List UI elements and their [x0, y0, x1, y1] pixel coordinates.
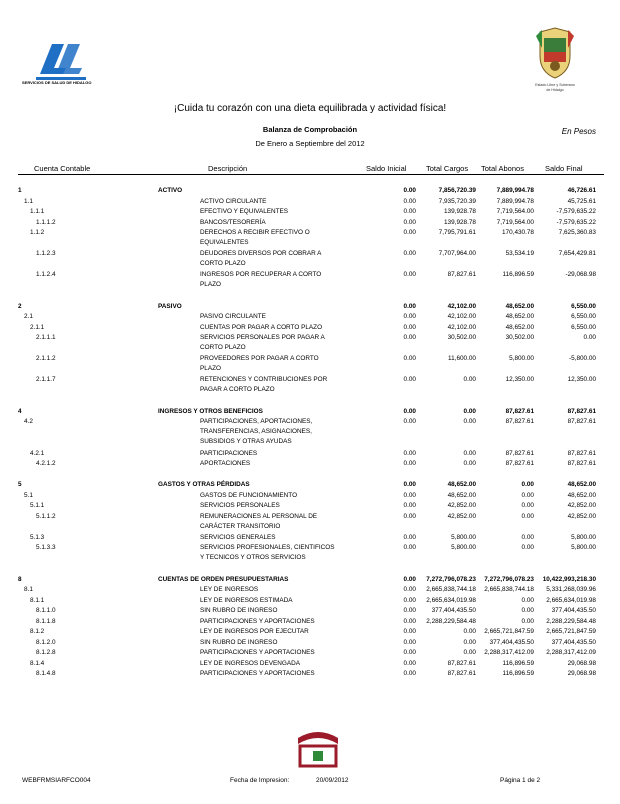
saldo-final: 42,852.00 [567, 512, 596, 520]
account-description [200, 491, 350, 501]
saldo-final: 48,652.00 [567, 481, 596, 488]
account-description [200, 333, 350, 353]
account-description [200, 617, 350, 627]
total-abonos: 0.00 [521, 544, 534, 551]
description-line: APORTACIONES [200, 460, 251, 467]
total-cargos: 7,856,720.39 [438, 187, 476, 194]
total-abonos: 0.00 [521, 533, 534, 541]
saldo-inicial: 0.00 [403, 659, 416, 667]
account-description [200, 417, 350, 447]
saldo-final: 45,725.61 [567, 197, 596, 205]
saldo-inicial: 0.00 [403, 460, 416, 467]
description-line: SIN RUBRO DE INGRESO [200, 607, 278, 614]
saldo-inicial: 0.00 [403, 607, 416, 614]
total-cargos: 42,852.00 [447, 512, 476, 520]
total-abonos: 170,430.78 [502, 229, 534, 236]
total-cargos: 7,795,791.61 [438, 229, 476, 236]
saldo-inicial: 0.00 [403, 334, 416, 341]
description-line: CUENTAS POR PAGAR A CORTO PLAZO [200, 323, 323, 331]
description-line: CORTO PLAZO [200, 260, 246, 267]
saldo-final: 5,800.00 [571, 544, 596, 551]
total-cargos: 87,827.61 [447, 271, 476, 278]
total-abonos: 7,889,994.78 [496, 197, 534, 205]
account-code: 2.1 [24, 313, 33, 320]
account-description [200, 459, 350, 469]
total-cargos: 87,827.61 [447, 670, 476, 677]
total-cargos: 5,800.00 [451, 533, 476, 541]
saldo-final: 2,665,721,847.59 [546, 628, 596, 635]
account-description [200, 228, 350, 248]
saldo-inicial: 0.00 [403, 481, 416, 488]
description-line: PAGAR A CORTO PLAZO [200, 386, 275, 393]
saldo-final: 29,068.98 [567, 659, 596, 667]
total-cargos: 0.00 [463, 628, 476, 635]
saldo-inicial: 0.00 [403, 313, 416, 320]
total-cargos: 5,800.00 [451, 544, 476, 551]
description-line: ACTIVO CIRCULANTE [200, 197, 267, 205]
account-description [158, 480, 378, 490]
account-code: 1.1.1.2 [36, 218, 56, 226]
saldo-final: 2,288,317,412.09 [546, 649, 596, 656]
saldo-inicial: 0.00 [403, 187, 416, 194]
description-line: EQUIVALENTES [200, 239, 249, 246]
account-code: 1 [18, 187, 22, 194]
saldo-inicial: 0.00 [403, 449, 416, 457]
total-abonos: 53,534.19 [505, 250, 534, 257]
saldo-final: -7,579,635.22 [556, 208, 596, 215]
account-code: 8.1.1.0 [36, 607, 56, 614]
saldo-final: 87,827.61 [567, 407, 596, 415]
description-line: SERVICIOS PROFESIONALES, CIENTIFICOS [200, 544, 335, 551]
saldo-final: 7,654,429.81 [558, 250, 596, 257]
total-abonos: 7,719,564.00 [496, 208, 534, 215]
account-description [200, 270, 350, 290]
saldo-final: 2,288,229,584.48 [546, 617, 596, 625]
description-line: PASIVO CIRCULANTE [200, 313, 266, 320]
description-line: PARTICIPACIONES Y APORTACIONES [200, 670, 315, 677]
saldo-inicial: 0.00 [403, 586, 416, 593]
description-line: SERVICIOS GENERALES [200, 533, 276, 541]
account-description [200, 501, 350, 511]
saldo-final: 87,827.61 [567, 449, 596, 457]
total-abonos: 0.00 [521, 502, 534, 509]
total-cargos: 377,404,435.50 [431, 607, 476, 614]
account-code: 8.1.1 [30, 596, 45, 604]
account-description [158, 186, 378, 196]
total-cargos: 7,707,964.00 [438, 250, 476, 257]
account-code: 5 [18, 481, 22, 488]
account-code: 1.1.1 [30, 208, 45, 215]
total-cargos: 0.00 [463, 460, 476, 467]
currency-label: En Pesos [561, 127, 596, 136]
total-abonos: 0.00 [521, 607, 534, 614]
saldo-final: 377,404,435.50 [551, 638, 596, 646]
saldo-inicial: 0.00 [403, 418, 416, 425]
account-code: 2.1.1.7 [36, 376, 56, 383]
total-abonos: 116,896.59 [502, 659, 534, 667]
account-code: 8 [18, 575, 22, 583]
description-line: PARTICIPACIONES, APORTACIONES, [200, 418, 313, 425]
saldo-inicial: 0.00 [403, 218, 416, 226]
ssh-logo-icon [30, 34, 92, 86]
total-cargos: 0.00 [463, 407, 476, 415]
account-code: 1.1 [24, 197, 33, 205]
account-description [200, 218, 350, 228]
account-code: 4 [18, 407, 22, 415]
description-line: INGRESOS POR RECUPERAR A CORTO [200, 271, 322, 278]
total-abonos: 7,889,994.78 [496, 187, 534, 194]
saldo-final: 6,550.00 [571, 302, 596, 310]
total-abonos: 2,288,317,412.09 [484, 649, 534, 656]
description-line: LEY DE INGRESOS ESTIMADA [200, 596, 293, 604]
total-abonos: 87,827.61 [505, 418, 534, 425]
saldo-inicial: 0.00 [403, 512, 416, 520]
total-cargos: 87,827.61 [447, 659, 476, 667]
total-abonos: 30,502.00 [505, 334, 534, 341]
col-header-total-cargos: Total Cargos [426, 164, 469, 173]
total-abonos: 0.00 [521, 617, 534, 625]
saldo-final: 0.00 [583, 334, 596, 341]
account-description [200, 585, 350, 595]
saldo-inicial: 0.00 [403, 575, 416, 583]
saldo-inicial: 0.00 [403, 271, 416, 278]
saldo-inicial: 0.00 [403, 649, 416, 656]
saldo-final: 48,652.00 [567, 491, 596, 499]
slogan: ¡Cuida tu corazón con una dieta equilibrada y actividad física! [173, 103, 447, 114]
saldo-final: -5,800.00 [568, 355, 596, 362]
description-line: GASTOS DE FUNCIONAMIENTO [200, 491, 298, 499]
total-cargos: 2,288,229,584.48 [426, 617, 476, 625]
report-id: WEBFRMSIARFCO004 [22, 777, 91, 784]
total-cargos: 7,272,796,078.23 [426, 575, 476, 583]
total-abonos: 0.00 [521, 512, 534, 520]
description-line: CARÁCTER TRANSITORIO [200, 522, 281, 530]
account-code: 4.2.1.2 [36, 460, 56, 467]
account-code: 4.2.1 [30, 449, 45, 457]
total-abonos: 377,404,435.50 [489, 638, 534, 646]
description-line: CUENTAS DE ORDEN PRESUPUESTARIAS [158, 575, 289, 583]
saldo-inicial: 0.00 [403, 208, 416, 215]
total-abonos: 12,350.00 [505, 376, 534, 383]
account-code: 2.1.1.1 [36, 334, 56, 341]
account-code: 4.2 [24, 418, 33, 425]
saldo-final: 29,068.98 [567, 670, 596, 677]
total-cargos: 48,652.00 [447, 481, 476, 488]
description-line: PARTICIPACIONES Y APORTACIONES [200, 649, 315, 656]
saldo-final: 5,331,268,039.96 [546, 586, 596, 593]
total-cargos: 0.00 [463, 418, 476, 425]
saldo-final: -29,068.98 [565, 271, 596, 278]
description-line: TRANSFERENCIAS, ASIGNACIONES, [200, 428, 312, 435]
description-line: SERVICIOS PERSONALES [200, 502, 280, 509]
saldo-inicial: 0.00 [403, 355, 416, 362]
account-description [158, 575, 378, 585]
account-code: 5.1.1 [30, 502, 45, 509]
saldo-inicial: 0.00 [403, 323, 416, 331]
total-abonos: 87,827.61 [505, 449, 534, 457]
total-cargos: 139,928.78 [444, 208, 476, 215]
saldo-inicial: 0.00 [403, 407, 416, 415]
description-line: GASTOS Y OTRAS PÉRDIDAS [158, 481, 250, 488]
saldo-inicial: 0.00 [403, 544, 416, 551]
account-code: 2.1.1 [30, 323, 45, 331]
description-line: PARTICIPACIONES [200, 449, 258, 457]
account-code: 8.1.2.0 [36, 638, 56, 646]
account-code: 1.1.2 [30, 229, 45, 236]
saldo-final: 6,550.00 [571, 323, 596, 331]
description-line: Y TECNICOS Y OTROS SERVICIOS [200, 554, 306, 561]
saldo-inicial: 0.00 [403, 376, 416, 383]
saldo-final: 12,350.00 [567, 376, 596, 383]
description-line: DEUDORES DIVERSOS POR COBRAR A [200, 250, 322, 257]
total-cargos: 30,502.00 [447, 334, 476, 341]
account-description [200, 323, 350, 333]
description-line: PASIVO [158, 302, 182, 310]
dif-logo-icon [296, 728, 340, 770]
description-line: PROVEEDORES POR PAGAR A CORTO [200, 355, 319, 362]
total-cargos: 2,665,634,019.98 [426, 596, 476, 604]
total-abonos: 0.00 [521, 596, 534, 604]
description-line: REMUNERACIONES AL PERSONAL DE [200, 512, 318, 520]
col-header-saldo-final: Saldo Final [545, 164, 583, 173]
saldo-inicial: 0.00 [403, 628, 416, 635]
description-line: LEY DE INGRESOS [200, 586, 259, 593]
account-code: 8.1.1.8 [36, 617, 56, 625]
account-code: 5.1 [24, 491, 33, 499]
state-crest-icon [532, 26, 578, 82]
total-cargos: 139,928.78 [444, 218, 476, 226]
account-code: 8.1 [24, 586, 33, 593]
account-code: 8.1.2.8 [36, 649, 56, 656]
total-cargos: 42,102.00 [447, 313, 476, 320]
description-line: RETENCIONES Y CONTRIBUCIONES POR [200, 376, 328, 383]
total-cargos: 11,600.00 [448, 355, 476, 362]
total-abonos: 5,800.00 [509, 355, 534, 362]
account-description [200, 197, 350, 207]
report-period: De Enero a Septiembre del 2012 [255, 139, 365, 148]
description-line: PLAZO [200, 365, 221, 372]
description-line: SUBSIDIOS Y OTRAS AYUDAS [200, 438, 292, 445]
saldo-inicial: 0.00 [403, 670, 416, 677]
total-abonos: 2,665,838,744.18 [484, 586, 534, 593]
saldo-inicial: 0.00 [403, 502, 416, 509]
saldo-inicial: 0.00 [403, 596, 416, 604]
saldo-final: 5,800.00 [571, 533, 596, 541]
account-code: 1.1.2.4 [36, 271, 56, 278]
saldo-final: 46,726.61 [567, 187, 596, 194]
description-line: INGRESOS Y OTROS BENEFICIOS [158, 407, 263, 415]
account-description [200, 669, 350, 679]
total-abonos: 0.00 [521, 481, 534, 488]
saldo-final: 10,422,993,218.30 [542, 575, 596, 583]
account-description [200, 449, 350, 459]
account-description [200, 375, 350, 395]
total-abonos: 0.00 [521, 491, 534, 499]
page-number: Página 1 de 2 [500, 777, 541, 784]
saldo-final: 7,625,360.83 [558, 229, 596, 236]
account-code: 5.1.3 [30, 533, 45, 541]
account-description [200, 543, 350, 563]
account-description [200, 606, 350, 616]
account-description [200, 512, 350, 532]
total-abonos: 87,827.61 [505, 460, 534, 467]
total-abonos: 116,896.59 [502, 271, 534, 278]
description-line: LEY DE INGRESOS DEVENGADA [200, 659, 301, 667]
col-header-cuenta: Cuenta Contable [34, 164, 91, 173]
total-cargos: 7,935,720.39 [438, 197, 476, 205]
saldo-inicial: 0.00 [403, 197, 416, 205]
description-line: PLAZO [200, 281, 221, 288]
account-code: 2 [18, 302, 22, 310]
total-cargos: 0.00 [463, 449, 476, 457]
total-cargos: 2,665,838,744.18 [426, 586, 476, 593]
description-line: PARTICIPACIONES Y APORTACIONES [200, 617, 315, 625]
saldo-inicial: 0.00 [403, 638, 416, 646]
account-description [200, 354, 350, 374]
total-abonos: 48,652.00 [505, 313, 534, 320]
saldo-inicial: 0.00 [403, 491, 416, 499]
saldo-inicial: 0.00 [403, 250, 416, 257]
col-header-descripcion: Descripción [208, 164, 248, 173]
saldo-final: 2,665,634,019.98 [546, 596, 596, 604]
account-description [200, 659, 350, 669]
account-code: 8.1.4.8 [36, 670, 56, 677]
total-cargos: 42,852.00 [447, 502, 476, 509]
account-description [200, 596, 350, 606]
col-header-total-abonos: Total Abonos [481, 164, 524, 173]
description-line: BANCOS/TESORERÍA [200, 218, 266, 226]
total-cargos: 0.00 [463, 638, 476, 646]
saldo-final: 42,852.00 [567, 502, 596, 509]
saldo-final: 87,827.61 [567, 460, 596, 467]
saldo-inicial: 0.00 [403, 617, 416, 625]
saldo-final: 377,404,435.50 [551, 607, 596, 614]
total-abonos: 116,896.59 [502, 670, 534, 677]
total-abonos: 7,272,796,078.23 [484, 575, 534, 583]
account-description [158, 302, 378, 312]
account-description [200, 207, 350, 217]
account-code: 8.1.4 [30, 659, 45, 667]
account-code: 5.1.3.3 [36, 544, 56, 551]
total-cargos: 48,652.00 [447, 491, 476, 499]
account-code: 2.1.1.2 [36, 355, 56, 362]
saldo-inicial: 0.00 [403, 302, 416, 310]
account-code: 5.1.1.2 [36, 512, 56, 520]
description-line: DERECHOS A RECIBIR EFECTIVO O [200, 229, 310, 236]
account-code: 8.1.2 [30, 628, 45, 635]
total-cargos: 42,102.00 [447, 302, 476, 310]
total-abonos: 7,719,564.00 [496, 218, 534, 226]
saldo-final: -7,579,635.22 [556, 218, 596, 226]
account-description [200, 648, 350, 658]
print-date: 20/09/2012 [316, 777, 349, 784]
account-description [200, 638, 350, 648]
description-line: EFECTIVO Y EQUIVALENTES [200, 208, 289, 215]
account-description [200, 312, 350, 322]
report-title: Balanza de Comprobación [262, 125, 358, 134]
total-cargos: 0.00 [463, 649, 476, 656]
description-line: CORTO PLAZO [200, 344, 246, 351]
account-description [158, 407, 378, 417]
total-abonos: 2,665,721,847.59 [484, 628, 534, 635]
saldo-inicial: 0.00 [403, 229, 416, 236]
saldo-inicial: 0.00 [403, 533, 416, 541]
account-code: 1.1.2.3 [36, 250, 56, 257]
col-header-saldo-inicial: Saldo Inicial [366, 164, 407, 173]
account-description [200, 627, 350, 637]
logo-caption: SERVICIOS DE SALUD DE HIDALGO [22, 80, 92, 85]
saldo-final: 6,550.00 [571, 313, 596, 320]
account-description [200, 249, 350, 269]
total-abonos: 87,827.61 [505, 407, 534, 415]
description-line: SERVICIOS PERSONALES POR PAGAR A [200, 334, 325, 341]
description-line: ACTIVO [158, 187, 183, 194]
header-rule [18, 174, 604, 175]
total-cargos: 0.00 [463, 376, 476, 383]
description-line: LEY DE INGRESOS POR EJECUTAR [200, 628, 309, 635]
account-description [200, 533, 350, 543]
saldo-final: 87,827.61 [567, 418, 596, 425]
total-abonos: 48,652.00 [505, 302, 534, 310]
crest-caption: Estado Libre y Soberano de Hidalgo [535, 83, 575, 92]
print-date-label: Fecha de Impresion: [230, 777, 290, 784]
description-line: SIN RUBRO DE INGRESO [200, 638, 278, 646]
total-cargos: 42,102.00 [447, 323, 476, 331]
total-abonos: 48,652.00 [505, 323, 534, 331]
